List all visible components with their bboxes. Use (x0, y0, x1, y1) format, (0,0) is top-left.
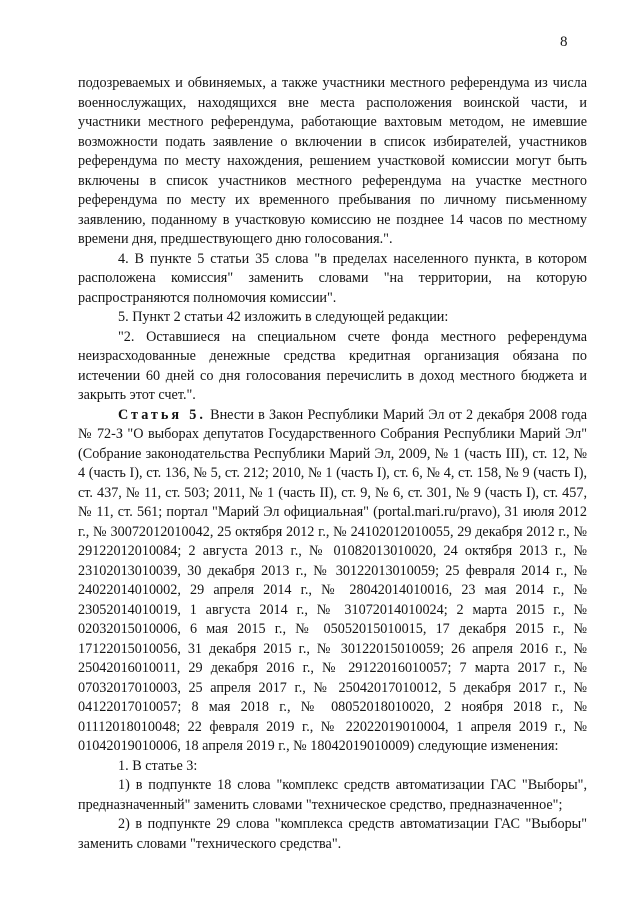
paragraph-article-5 (78, 406, 587, 757)
paragraph-item-4: 4. В пункте 5 статьи 35 слова "в пределах населенного пункта, в котором расположена комиссия" заменить словами "на территории, на которую распространяются полномочия комиссии". (78, 250, 587, 306)
paragraph-quoted-text: "2. Оставшиеся на специальном счете фонда местного референдума неизрасходованные денежные средства кредитная организация обязана по истечении 60 дней со дня голосования перечислить в доход местного бюджета и закрыть этот счет.". (78, 328, 587, 403)
document-body (78, 74, 587, 854)
paragraph-subitem-2: 2) в подпункте 29 слова "комплекса средств автоматизации ГАС "Выборы" заменить словами "технического средства". (78, 816, 587, 852)
paragraph-item-5: 5. Пункт 2 статьи 42 изложить в следующей редакции: (118, 309, 449, 325)
article-heading: Статья 5. (118, 406, 206, 423)
article-text: Внести в Закон Республики Марий Эл от 2 декабря 2008 года № 72-З "О выборах депутатов Государственного Собрания Республики Марий Эл" (Собрание законодательства Республики Марий Эл, 2009, № 1 (часть III), ст. 12, № 4 (часть I), ст. 136, № 5, ст. 212; 2010, № 1 (часть I), ст. 6, № 4, ст. 158, № 9 (часть I), ст. 437, № 11, ст. 503; 2011, № 1 (часть II), ст. 9, № 6, ст. 301, № 9 (часть I), ст. 457, № 11, ст. 561; портал "Марий Эл официальная" (portal.mari.ru/pravo), 31 июля 2012 г., № 30072012010042, 25 октября 2012 г., № 24102012010055, 29 декабря 2012 г., № 29122012010084; 2 августа 2013 г., № 01082013010020, 24 октября 2013 г., № 23102013010039, 30 декабря 2013 г., № 30122013010059; 25 февраля 2014 г., № 24022014010002, 29 апреля 2014 г., № 28042014010016, 23 мая 2014 г., № 23052014010019, 1 августа 2014 г., № 31072014010024; 2 марта 2015 г., № 02032015010006, 6 мая 2015 г., № 05052015010015, 17 декабря 2015 г., № 17122015010056, 31 декабря 2015 г., № 30122015010059; 26 апреля 2016 г., № 25042016010011, 29 декабря 2016 г., № 29122016010057; 7 марта 2017 г., № 07032017010003, 25 апреля 2017 г., № 25042017010012, 5 декабря 2017 г., № 04122017010057; 8 мая 2018 г., № 08052018010020, 2 ноября 2018 г., № 01112018010048; 22 февраля 2019 г., № 22022019010004, 1 апреля 2019 г., № 01042019010006, 18 апреля 2019 г., № 18042019010009) следующие изменения: (78, 406, 588, 754)
paragraph-continuation: подозреваемых и обвиняемых, а также участники местного референдума из числа военнослужащих, находящихся вне места расположения воинской части, и участники местного референдума, работающие вахтовым методом, не имевшие возможности подать заявление о включении в список избирателей, участников референдума по месту нахождения, решением участковой комиссии могут быть включены в список участников местного референдума на участке местного референдума по месту их временного пребывания по личному письменному заявлению, поданному в участковую комиссию не позднее 14 часов по местному времени дня, предшествующего дню голосования.". (78, 75, 587, 247)
paragraph-subitem-1: 1) в подпункте 18 слова "комплекс средств автоматизации ГАС "Выборы", предназначенный" заменить словами "техническое средство, предназначенное"; (78, 777, 587, 813)
paragraph-section-1: 1. В статье 3: (118, 757, 198, 774)
page-number: 8 (560, 34, 568, 50)
